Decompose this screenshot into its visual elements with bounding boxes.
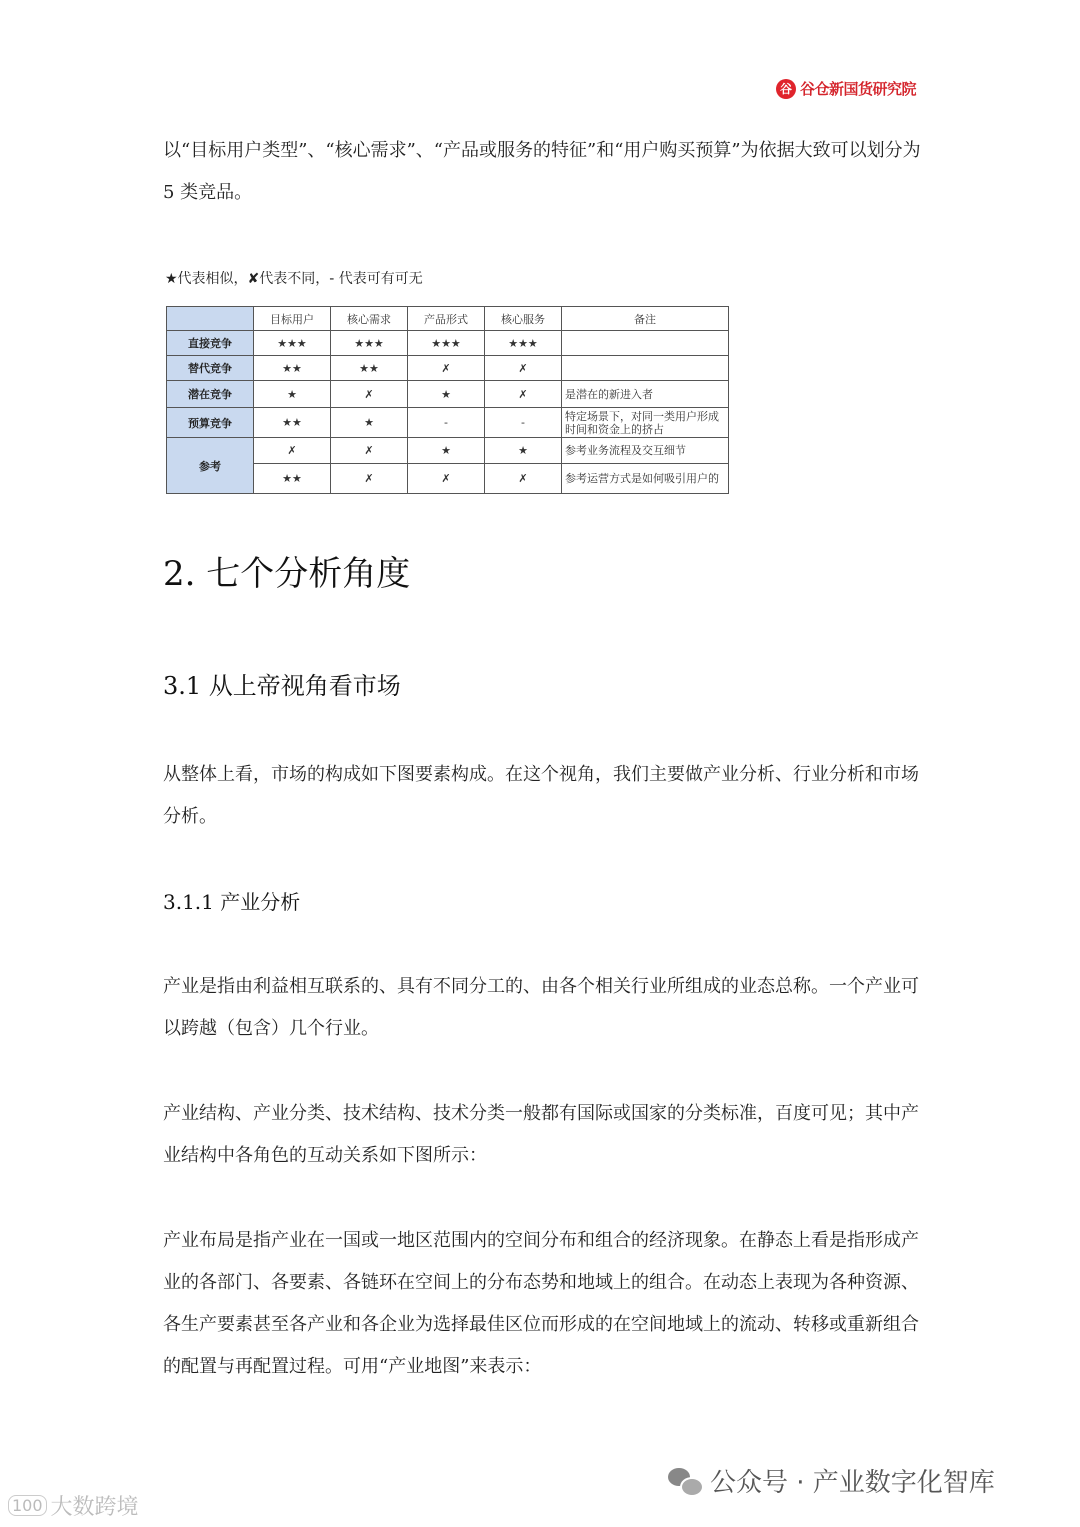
row-label: 替代竞争 [167,356,254,381]
header-corner [167,307,254,331]
header-notes: 备注 [562,307,729,331]
logo-icon: 谷 [776,79,796,99]
row-label: 直接竞争 [167,331,254,356]
table-cell: ✗ [331,464,408,494]
brand-logo [776,78,916,99]
table-cell: ★ [485,438,562,464]
table-cell: ★ [408,438,485,464]
table-row [167,331,729,356]
watermark-icon: 100 [8,1495,47,1516]
table-note: 特定场景下，对同一类用户形成时间和资金上的挤占 [562,408,729,438]
table-cell: ✗ [331,438,408,464]
table-note [562,331,729,356]
table-cell: ★★★ [254,331,331,356]
table-note: 参考运营方式是如何吸引用户的 [562,464,729,494]
header-core-needs: 核心需求 [331,307,408,331]
header-product-form: 产品形式 [408,307,485,331]
sub-subsection-heading: 3.1.1 产业分析 [163,890,301,914]
table-cell: ✗ [485,464,562,494]
table-row [167,408,729,438]
watermark [8,1490,139,1521]
table-cell: ★★ [254,464,331,494]
intro-paragraph: 以“目标用户类型”、“核心需求”、“产品或服务的特征”和“用户购买预算”为依据大致可以划分为 5 类竞品。 [163,140,921,203]
body-paragraph: 产业布局是指产业在一国或一地区范围内的空间分布和组合的经济现象。在静态上看是指形成产业的各部门、各要素、各链环在空间上的分布态势和地域上的组合。在动态上表现为各种资源、各生产要素甚至各产业和各企业为选择最佳区位而形成的在空间地域上的流动、转移或重新组合的配置与再配置过程。可用“产业地图”来表示： [163,1230,919,1377]
header-target-users: 目标用户 [254,307,331,331]
watermark-text: 大数跨境 [50,1495,139,1520]
table-cell: ★★ [331,356,408,381]
table-note: 参考业务流程及交互细节 [562,438,729,464]
table-row [167,356,729,381]
header-core-service: 核心服务 [485,307,562,331]
subsection-heading: 3.1 从上帝视角看市场 [163,672,401,700]
table-cell: ★★★ [331,331,408,356]
table-cell: ✗ [485,356,562,381]
table-note: 是潜在的新进入者 [562,381,729,408]
table-legend: ★代表相似，✘代表不同，- 代表可有可无 [165,271,423,287]
table-row [167,381,729,408]
table-cell: ★ [331,408,408,438]
table-cell: ★★★ [485,331,562,356]
table-cell: - [485,408,562,438]
table-cell: ★ [254,381,331,408]
table-row [167,438,729,464]
row-label: 参考 [167,438,254,494]
table-cell: ✗ [331,381,408,408]
table-cell: ★★★ [408,331,485,356]
body-paragraph: 产业是指由利益相互联系的、具有不同分工的、由各个相关行业所组成的业态总称。一个产业可以跨越（包含）几个行业。 [163,976,919,1039]
row-label: 潜在竞争 [167,381,254,408]
logo-text: 谷仓新国货研究院 [800,80,917,98]
table-cell: ★★ [254,356,331,381]
row-label: 预算竞争 [167,408,254,438]
table-cell: - [408,408,485,438]
table-cell: ✗ [408,356,485,381]
footer-account-name: 公众号 · 产业数字化智库 [710,1468,995,1498]
body-paragraph: 从整体上看，市场的构成如下图要素构成。在这个视角，我们主要做产业分析、行业分析和市场分析。 [163,764,919,827]
competitor-table [166,306,729,494]
footer-account [668,1462,995,1499]
table-header-row [167,307,729,331]
table-cell: ✗ [408,464,485,494]
section-heading: 2. 七个分析角度 [163,554,411,594]
table-cell: ✗ [254,438,331,464]
wechat-icon [668,1466,702,1496]
body-paragraph: 产业结构、产业分类、技术结构、技术分类一般都有国际或国家的分类标准，百度可见；其中产业结构中各角色的互动关系如下图所示： [163,1103,919,1166]
table-cell: ✗ [485,381,562,408]
table-cell: ★★ [254,408,331,438]
table-cell: ★ [408,381,485,408]
table-note [562,356,729,381]
